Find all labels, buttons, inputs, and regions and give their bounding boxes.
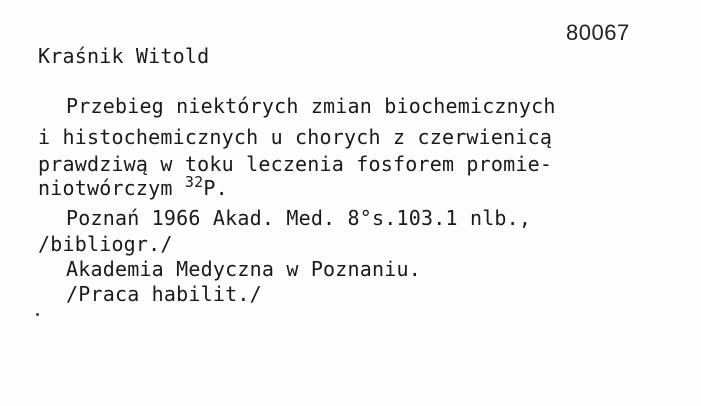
imprint-line-1: Poznań 1966 Akad. Med. 8°s.103.1 nlb., [66,206,532,230]
title-line-3: prawdziwą w toku leczenia fosforem promie- [38,152,553,176]
accession-number: 80067 [566,20,630,45]
isotope-symbol: P. [203,176,228,200]
imprint-line-2: /bibliogr./ [38,232,173,256]
title-line-1: Przebieg niektórych zmian biochemicznych [66,94,556,118]
title-line-4 [38,173,228,202]
note-line: /Praca habilit./ [66,282,262,306]
isotope-mass-number: 32 [184,173,204,191]
author-name: Kraśnik Witold [38,44,210,68]
title-line-4-text: niotwórczym [38,176,185,200]
punch-mark [36,313,39,316]
title-line-2: i histochemicznych u chorych z czerwienicą [38,125,553,149]
institution-line: Akademia Medyczna w Poznaniu. [66,257,421,281]
